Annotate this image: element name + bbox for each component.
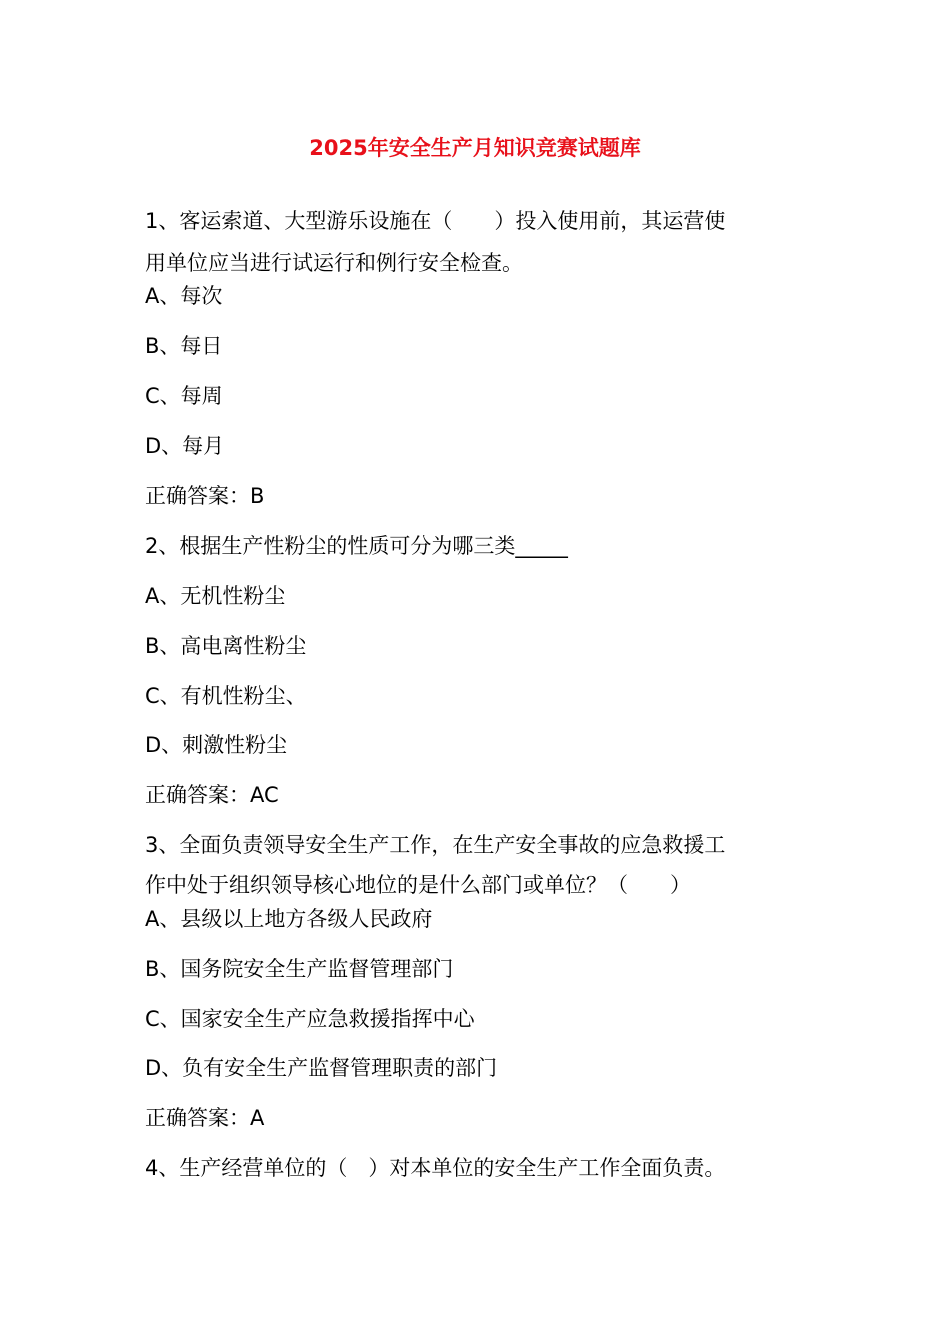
question-1-option-a: A、每次 [145,284,223,308]
question-3-option-b: B、国务院安全生产监督管理部门 [145,957,454,981]
question-3-option-c: C、国家安全生产应急救援指挥中心 [145,1007,475,1031]
question-2-answer: 正确答案：AC [145,783,279,807]
question-4-stem-line-1: 4、生产经营单位的（ ）对本单位的安全生产工作全面负责。 [145,1156,726,1180]
question-3-option-d: D、负有安全生产监督管理职责的部门 [145,1056,498,1080]
question-1-stem-line-1: 1、客运索道、大型游乐设施在（ ）投入使用前，其运营使 [145,209,726,233]
question-3-stem-line-2: 作中处于组织领导核心地位的是什么部门或单位？（ ） [145,873,691,897]
question-1-option-b: B、每日 [145,334,223,358]
question-1-option-c: C、每周 [145,384,223,408]
question-2-option-d: D、刺激性粉尘 [145,733,288,757]
question-3-answer: 正确答案：A [145,1106,265,1130]
question-3-stem-line-1: 3、全面负责领导安全生产工作，在生产安全事故的应急救援工 [145,833,726,857]
question-1-option-d: D、每月 [145,434,225,458]
question-2-option-a: A、无机性粉尘 [145,584,286,608]
question-1-answer: 正确答案：B [145,484,265,508]
document-title: 2025年安全生产月知识竞赛试题库 [309,136,641,160]
question-1-stem-line-2: 用单位应当进行试运行和例行安全检查。 [145,251,523,275]
question-2-stem-line-1: 2、根据生产性粉尘的性质可分为哪三类_____ [145,534,568,558]
question-2-option-c: C、有机性粉尘、 [145,684,307,708]
question-3-option-a: A、县级以上地方各级人民政府 [145,907,433,931]
question-2-option-b: B、高电离性粉尘 [145,634,307,658]
